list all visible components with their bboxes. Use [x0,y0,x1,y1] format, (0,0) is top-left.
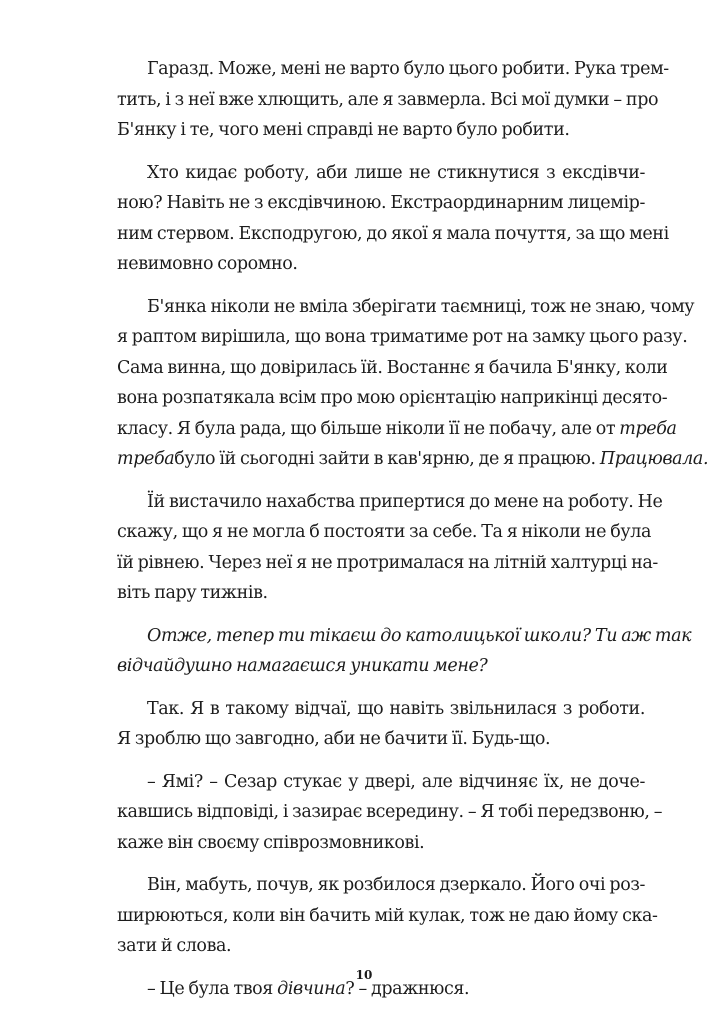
text-line: невимовно соромно. [117,254,298,274]
text-line: відчайдушно намагаєшся уникати мене? [117,656,488,676]
text-line: Б'янка ніколи не вміла зберігати таємниці, тож не знаю, чому [147,296,695,317]
text-line: ним стервом. Експодругою, до якої я мала почуття, за що мені [117,223,669,244]
paragraph [117,694,645,755]
paragraph [117,54,669,146]
text-line: зати й слова. [117,936,232,956]
dialogue-paragraph [117,767,663,859]
text-line: Так. Я в такому відчаї, що навіть звільнилася з роботи. [147,698,645,719]
italic-word: дівчина [277,978,346,999]
text-line: їй рівнею. Через неї я не протрималася на літній халтурці на- [117,552,658,573]
text-line: Отже, тепер ти тікаєш до католицької школи? Ти аж так [147,625,692,646]
text-line: ною? Навіть не з ексдівчиною. Екстраординарним лицемір- [117,193,645,213]
text-line: Він, мабуть, почув, як розбилося дзеркало. Його очі роз- [147,875,645,895]
text-line: Гаразд. Може, мені не варто було цього робити. Рука трем- [147,59,669,79]
text-line: тить, і з неї вже хлющить, але я завмерла. Всі мої думки – про [117,89,659,110]
italic-word: треба [117,449,175,469]
italic-word: треба [619,418,677,439]
text-line: віть пару тижнів. [117,583,268,603]
text-line [117,414,677,445]
text-line: Їй вистачило нахабства припертися до мене на роботу. Не [147,491,663,512]
text-line: я раптом вирішила, що вона триматиме рот на замку цього разу. [117,327,688,347]
paragraph [117,870,658,962]
text-line: Сама винна, що довірилась їй. Востаннє я бачила Б'янку, коли [117,357,668,378]
text-run: ? – дражнюся. [345,978,470,999]
text-line: ширюються, коли він бачить мій кулак, тож не даю йому ска- [117,905,658,926]
text-run: – Це була твоя [147,978,278,999]
paragraph [117,292,709,475]
italic-paragraph [117,621,692,682]
text-line: Хто кидає роботу, аби лише не стикнутися з ексдівчи- [147,162,645,183]
text-line: кавшись відповіді, і зазирає всередину. – Я тобі передзвоню, – [117,802,663,822]
text-line: вона розпатякала всім про мою орієнтацію наприкінці десято- [117,388,668,408]
text-line: – Ямі? – Сезар стукає у двері, але відчиняє їх, не доче- [147,771,645,792]
text-run: було їй сьогодні зайти в кав'ярню, де я працюю. [174,449,600,469]
italic-word: Працювала. [599,449,709,469]
text-line: каже він своєму співрозмовникові. [117,832,425,853]
text-line: Б'янку і те, чого мені справді не варто було робити. [117,120,570,140]
paragraph [117,487,663,609]
page-number: 10 [355,968,373,982]
text-line [117,444,709,475]
text-line: Я зроблю що завгодно, аби не бачити її. Будь-що. [117,729,551,749]
book-page-text [117,54,709,1016]
text-line: скажу, що я не могла б постояти за себе. Та я ніколи не була [117,522,651,542]
text-run: класу. Я була рада, що більше ніколи її не побачу, але от [117,418,620,439]
paragraph [117,158,669,280]
